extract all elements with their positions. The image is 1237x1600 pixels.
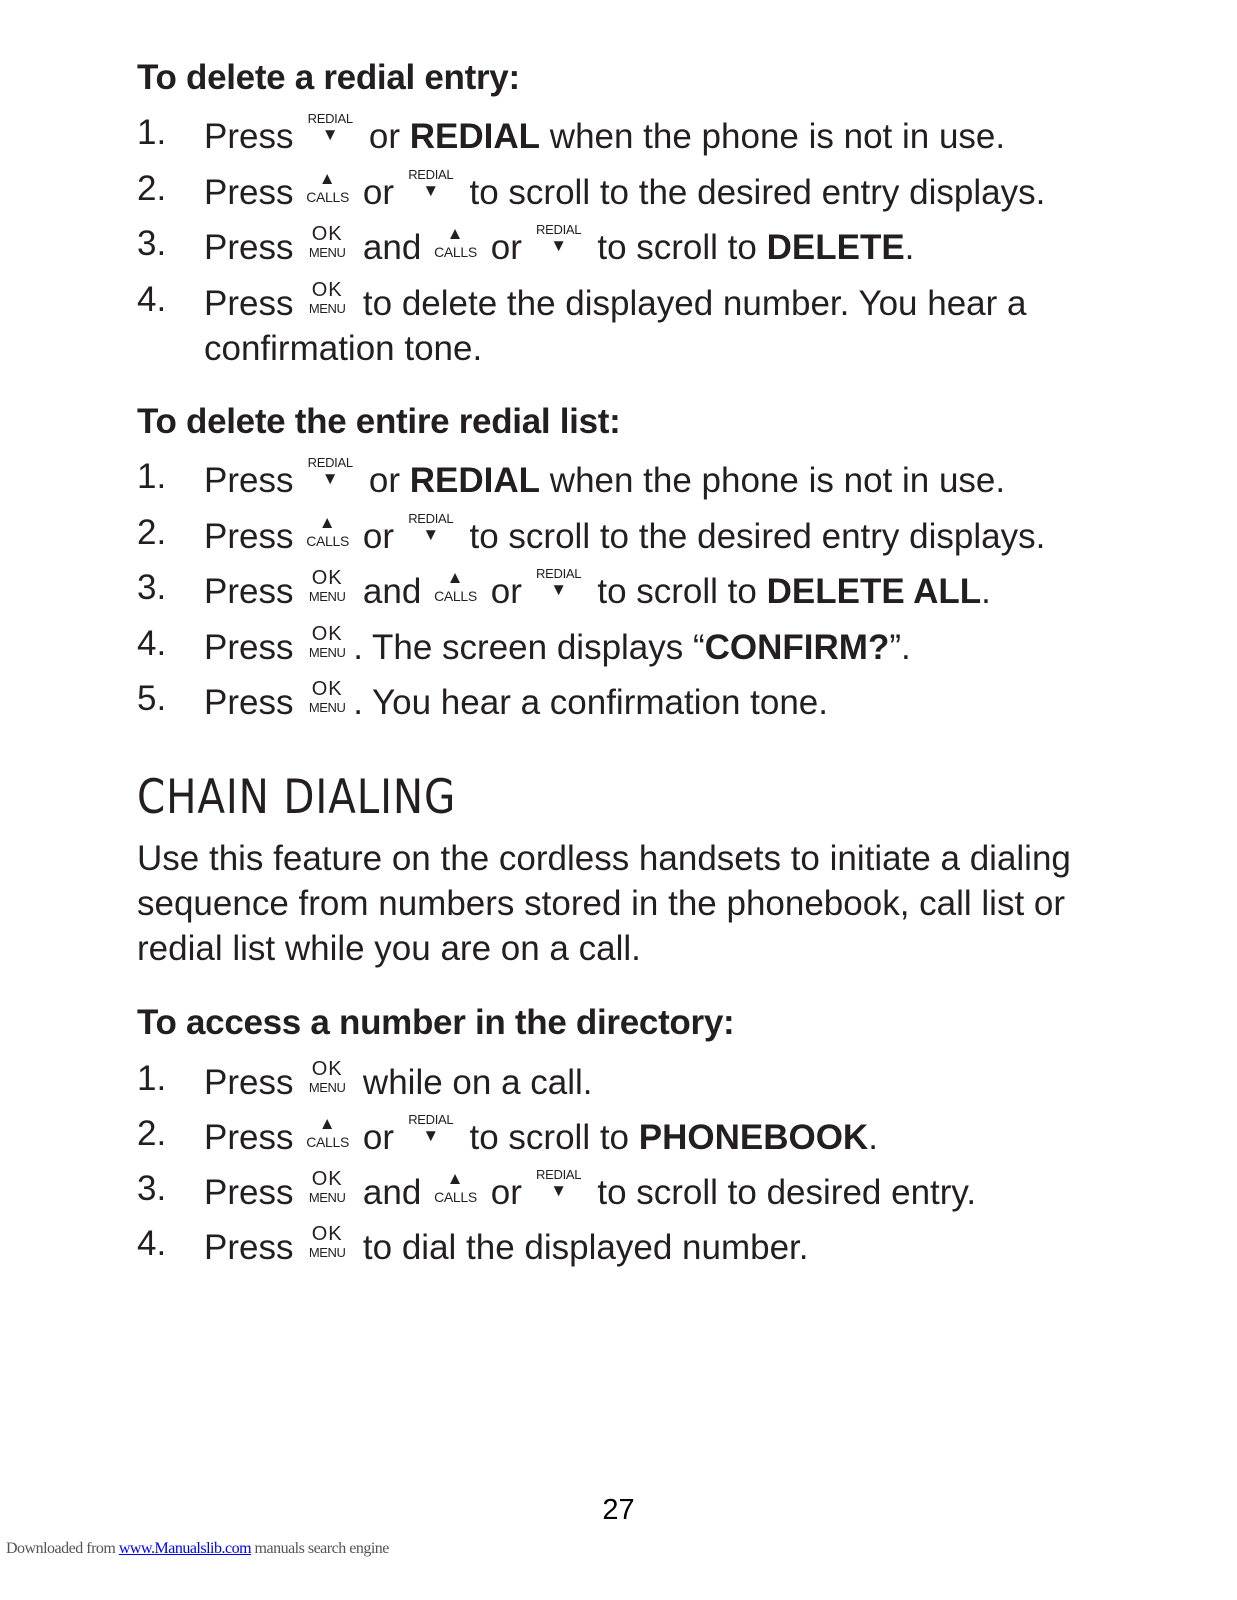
key-label-bottom: MENU — [308, 245, 346, 260]
key-label-bottom: ▼ — [422, 181, 440, 200]
text-run: Press — [204, 1118, 304, 1157]
text-run: or — [353, 1118, 404, 1157]
key-label-top: REDIAL — [536, 566, 582, 581]
step-number: 2. — [137, 1114, 167, 1153]
key-label-top: OK — [311, 678, 343, 700]
text-run: when the phone is not in use. — [540, 461, 1006, 500]
text-run: or — [353, 173, 404, 212]
redial-down-key-icon — [407, 512, 455, 552]
list-item — [0, 456, 1237, 502]
step-number: 3. — [137, 224, 167, 263]
redial-down-key-icon — [306, 112, 354, 152]
step-text — [204, 512, 1094, 559]
text-run: or — [481, 572, 532, 611]
key-label-top: REDIAL — [536, 1167, 582, 1182]
key-label-bottom: CALLS — [306, 189, 350, 205]
step-number: 1. — [137, 113, 167, 152]
text-run: to scroll to the desired entry displays. — [459, 517, 1046, 556]
key-label-bottom: CALLS — [434, 244, 477, 260]
key-label-top: ▲ — [318, 169, 336, 188]
text-run: and — [353, 228, 432, 267]
footer-prefix: Downloaded from — [6, 1540, 119, 1557]
text-run: Press — [204, 228, 304, 267]
text-run: to scroll to — [587, 572, 767, 611]
list-item — [0, 1058, 1237, 1104]
download-footer — [6, 1540, 389, 1558]
key-label-top: OK — [311, 1223, 343, 1245]
key-label-top: OK — [311, 623, 343, 645]
key-label-bottom: MENU — [308, 645, 346, 660]
step-text — [204, 168, 1094, 215]
text-run: or — [481, 228, 532, 267]
step-text — [204, 112, 1094, 159]
step-text — [204, 1113, 1094, 1160]
key-label-top: REDIAL — [408, 511, 454, 526]
step-number: 4. — [137, 1224, 167, 1263]
key-label-bottom: CALLS — [434, 588, 477, 604]
bold-term: REDIAL — [409, 461, 541, 500]
calls-up-key-icon — [306, 168, 348, 208]
chain-dialing-intro: Use this feature on the cordless handsets to initiate a dialing sequence from numbers stored in the phonebook, call list or redial list while you are on a call. — [137, 839, 1071, 968]
step-text — [204, 279, 1074, 371]
step-number: 3. — [137, 568, 167, 607]
list-item — [0, 567, 1237, 613]
key-label-bottom: MENU — [308, 1190, 346, 1205]
step-number: 4. — [137, 624, 167, 663]
bold-term: CONFIRM? — [704, 628, 890, 667]
step-number: 1. — [137, 457, 167, 496]
step-number: 5. — [137, 679, 167, 718]
text-run: while on a call. — [353, 1063, 593, 1102]
text-run: or — [481, 1173, 532, 1212]
step-text — [204, 623, 1094, 670]
calls-up-key-icon — [434, 567, 476, 607]
calls-up-key-icon — [434, 1168, 476, 1208]
key-label-top: REDIAL — [307, 111, 353, 126]
step-text — [204, 1223, 1094, 1270]
list-item — [0, 1113, 1237, 1159]
key-label-top: REDIAL — [408, 1112, 454, 1127]
key-label-top: OK — [311, 567, 343, 589]
key-label-bottom: CALLS — [434, 1189, 477, 1205]
text-run: or — [353, 517, 404, 556]
bold-term: PHONEBOOK — [638, 1118, 869, 1157]
ok-menu-key-icon — [306, 223, 348, 263]
text-run: and — [353, 1173, 432, 1212]
key-label-top: ▲ — [318, 1114, 336, 1133]
key-label-bottom: MENU — [308, 301, 346, 316]
key-label-bottom: MENU — [308, 700, 346, 715]
ok-menu-key-icon — [306, 1168, 348, 1208]
step-text — [204, 456, 1094, 503]
key-label-top: ▲ — [446, 224, 464, 243]
list-item — [0, 279, 1237, 371]
text-run: Press — [204, 1228, 304, 1267]
text-run: Press — [204, 284, 304, 323]
text-run: . You hear a confirmation tone. — [353, 683, 828, 722]
step-number: 1. — [137, 1059, 167, 1098]
key-label-bottom: ▼ — [422, 1126, 440, 1145]
key-label-top: OK — [311, 279, 343, 301]
text-run: Press — [204, 628, 304, 667]
list-item — [0, 168, 1237, 214]
key-label-top: REDIAL — [536, 222, 582, 237]
text-run: to dial the displayed number. — [353, 1228, 809, 1267]
key-label-top: OK — [311, 1168, 343, 1190]
text-run: ”. — [889, 628, 911, 667]
key-label-top: ▲ — [446, 568, 464, 587]
text-run: or — [359, 117, 410, 156]
key-label-top: REDIAL — [307, 455, 353, 470]
key-label-bottom: ▼ — [321, 469, 339, 488]
calls-up-key-icon — [434, 223, 476, 263]
text-run: or — [359, 461, 410, 500]
list-item — [0, 1223, 1237, 1269]
ok-menu-key-icon — [306, 678, 348, 718]
redial-down-key-icon — [407, 168, 455, 208]
key-label-top: REDIAL — [408, 167, 454, 182]
list-item — [0, 1168, 1237, 1214]
ok-menu-key-icon — [306, 1058, 348, 1098]
text-run: when the phone is not in use. — [540, 117, 1006, 156]
redial-down-key-icon — [407, 1113, 455, 1153]
text-run: Press — [204, 173, 304, 212]
step-number: 2. — [137, 169, 167, 208]
list-item — [0, 223, 1237, 269]
key-label-bottom: ▼ — [550, 1181, 568, 1200]
redial-down-key-icon — [535, 1168, 583, 1208]
key-label-bottom: CALLS — [306, 1134, 350, 1150]
key-label-bottom: ▼ — [321, 125, 339, 144]
text-run: to scroll to — [459, 1118, 639, 1157]
key-label-bottom: ▼ — [550, 580, 568, 599]
calls-up-key-icon — [306, 1113, 348, 1153]
ok-menu-key-icon — [306, 567, 348, 607]
key-label-top: OK — [311, 223, 343, 245]
list-item — [0, 112, 1237, 158]
step-number: 2. — [137, 513, 167, 552]
step-text — [204, 223, 1094, 270]
key-label-bottom: ▼ — [550, 236, 568, 255]
text-run: . — [868, 1118, 878, 1157]
bold-term: DELETE ALL — [766, 572, 982, 611]
list-item — [0, 678, 1237, 724]
text-run: to scroll to desired entry. — [587, 1173, 977, 1212]
key-label-top: ▲ — [318, 513, 336, 532]
redial-down-key-icon — [535, 567, 583, 607]
text-run: and — [353, 572, 432, 611]
step-text — [204, 567, 1094, 614]
bold-term: REDIAL — [409, 117, 541, 156]
step-text — [204, 1058, 1094, 1105]
text-run: Press — [204, 117, 304, 156]
key-label-bottom: MENU — [308, 1245, 346, 1260]
text-run: to delete the displayed number. You hear a confirmation tone. — [204, 284, 1027, 368]
text-run: Press — [204, 461, 304, 500]
text-run: Press — [204, 683, 304, 722]
key-label-bottom: CALLS — [306, 533, 350, 549]
step-text — [204, 1168, 1094, 1215]
manualslib-link[interactable]: www.Manualslib.com — [118, 1540, 252, 1557]
text-run: Press — [204, 517, 304, 556]
footer-suffix: manuals search engine — [251, 1540, 389, 1557]
heading-delete-redial-entry: To delete a redial entry: — [137, 58, 520, 97]
text-run: . — [981, 572, 991, 611]
step-number: 4. — [137, 280, 167, 319]
key-label-bottom: MENU — [308, 589, 346, 604]
text-run: . — [904, 228, 915, 267]
step-number: 3. — [137, 1169, 167, 1208]
text-run: to scroll to — [587, 228, 767, 267]
ok-menu-key-icon — [306, 623, 348, 663]
text-run: . The screen displays “ — [353, 628, 705, 667]
redial-down-key-icon — [535, 223, 583, 263]
key-label-top: ▲ — [446, 1169, 464, 1188]
text-run: Press — [204, 572, 304, 611]
redial-down-key-icon — [306, 456, 354, 496]
step-text — [204, 678, 1094, 725]
page-number: 27 — [602, 1494, 635, 1526]
key-label-bottom: ▼ — [422, 525, 440, 544]
calls-up-key-icon — [306, 512, 348, 552]
text-run: to scroll to the desired entry displays. — [459, 173, 1046, 212]
heading-delete-entire-redial-list: To delete the entire redial list: — [137, 402, 621, 441]
ok-menu-key-icon — [306, 279, 348, 319]
ok-menu-key-icon — [306, 1223, 348, 1263]
bold-term: DELETE — [766, 228, 905, 267]
heading-access-number-directory: To access a number in the directory: — [137, 1003, 735, 1042]
list-item — [0, 512, 1237, 558]
key-label-bottom: MENU — [308, 1080, 346, 1095]
section-title-chain-dialing: CHAIN DIALING — [137, 770, 457, 825]
text-run: Press — [204, 1173, 304, 1212]
key-label-top: OK — [311, 1058, 343, 1080]
list-item — [0, 623, 1237, 669]
text-run: Press — [204, 1063, 304, 1102]
